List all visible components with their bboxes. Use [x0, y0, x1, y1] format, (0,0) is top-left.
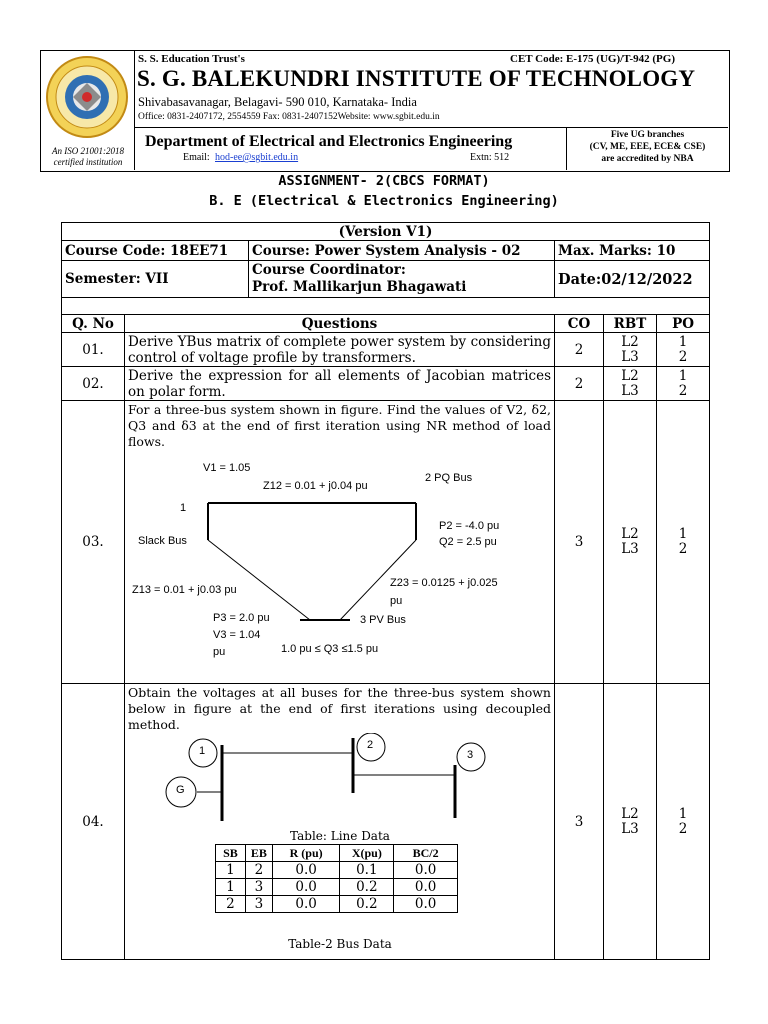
assignment-table: [61, 222, 710, 960]
rbt-value: [604, 333, 657, 367]
course-name: Course: Power System Analysis - 02: [249, 241, 555, 261]
table-row: [62, 333, 710, 367]
assignment-subtitle: B. E (Electrical & Electronics Engineering): [209, 193, 559, 209]
cell: 0.0: [394, 896, 458, 913]
course-code: Course Code: 18EE71: [62, 241, 249, 261]
po-1: 1: [678, 805, 688, 822]
spacer-row: [62, 298, 710, 315]
co-value: 2: [555, 367, 604, 401]
max-marks: Max. Marks: 10: [555, 241, 710, 261]
institute-address: Shivabasavanagar, Belagavi- 590 010, Karnataka- India: [138, 95, 417, 109]
generator-label: G: [176, 784, 185, 796]
v3-label-2: pu: [213, 646, 226, 658]
coordinator-cell: [249, 261, 555, 298]
rbt-1: L2: [621, 526, 639, 542]
cell: 0.2: [340, 879, 394, 896]
cell: 0.0: [272, 862, 340, 879]
question-cell: [125, 401, 555, 684]
iso-text-2: certified institution: [53, 157, 123, 167]
col-co: CO: [555, 315, 604, 333]
z23-label-2: pu: [390, 595, 403, 607]
line-data-table: [215, 844, 458, 913]
node-1-label: 1: [199, 745, 206, 757]
col-questions: Questions: [125, 315, 555, 333]
cell: 3: [245, 896, 272, 913]
version-cell: (Version V1): [62, 223, 710, 241]
header-vline-logo: [134, 50, 135, 170]
node-2-label: 2: [367, 739, 374, 751]
cell: 0.2: [340, 896, 394, 913]
assignment-title: ASSIGNMENT- 2(CBCS FORMAT): [278, 173, 490, 189]
po-1: 1: [678, 367, 688, 384]
cell: 0.0: [272, 896, 340, 913]
rbt-value: [604, 684, 657, 960]
co-value: 2: [555, 333, 604, 367]
col-bc: BC/2: [394, 845, 458, 862]
question-number: 02.: [62, 367, 125, 401]
cell: 0.0: [394, 862, 458, 879]
v3-label-1: V3 = 1.04: [213, 629, 261, 641]
question-number: 04.: [62, 684, 125, 960]
rbt-2: L3: [621, 348, 639, 365]
department-name: Department of Electrical and Electronics Engineering: [145, 133, 513, 150]
nba-line-2: (CV, ME, EEE, ECE& CSE): [589, 142, 706, 152]
rbt-2: L3: [621, 541, 639, 557]
po-value: [657, 333, 710, 367]
decoupled-diagram: [125, 733, 555, 959]
table-row: [62, 684, 710, 960]
rbt-value: [604, 367, 657, 401]
bus2-label: 2 PQ Bus: [425, 472, 473, 484]
three-bus-diagram: [125, 450, 555, 682]
rbt-2: L3: [621, 382, 639, 399]
cell: 2: [216, 896, 246, 913]
po-2: 2: [678, 820, 688, 837]
po-value: [657, 401, 710, 684]
rbt-1: L2: [621, 805, 639, 822]
po-2: 2: [678, 541, 688, 557]
cet-code: CET Code: E-175 (UG)/T-942 (PG): [510, 53, 675, 65]
trust-name: S. S. Education Trust's: [138, 53, 245, 65]
col-r: R (pu): [272, 845, 340, 862]
email-label: Email:: [183, 152, 210, 163]
question-text: Derive YBus matrix of complete power system by considering control of voltage profile by transformers.: [125, 333, 555, 367]
v1-label: V1 = 1.05: [203, 462, 251, 474]
co-value: 3: [555, 684, 604, 960]
po-value: [657, 684, 710, 960]
col-qno: Q. No: [62, 315, 125, 333]
q3-limit-label: 1.0 pu ≤ Q3 ≤1.5 pu: [281, 643, 379, 655]
institute-name: S. G. BALEKUNDRI INSTITUTE OF TECHNOLOGY: [137, 66, 696, 91]
bus1-label: 1: [180, 502, 187, 514]
question-cell: [125, 684, 555, 960]
col-x: X(pu): [340, 845, 394, 862]
table-row: [62, 367, 710, 401]
question-text: Derive the expression for all elements of Jacobian matrices on polar form.: [125, 367, 555, 401]
question-number: 01.: [62, 333, 125, 367]
table-row: [62, 401, 710, 684]
table-row: [216, 879, 458, 896]
cell: 0.0: [394, 879, 458, 896]
po-2: 2: [678, 382, 688, 399]
line-table-title: Table: Line Data: [290, 829, 390, 843]
z12-label: Z12 = 0.01 + j0.04 pu: [263, 480, 368, 492]
bus-table-title: Table-2 Bus Data: [288, 937, 392, 951]
coordinator-name: Prof. Mallikarjun Bhagawati: [252, 279, 467, 295]
table-row: [216, 896, 458, 913]
decoupled-lines: [125, 733, 555, 833]
q2-label: Q2 = 2.5 pu: [439, 536, 497, 548]
rbt-1: L2: [621, 333, 639, 350]
z13-label: Z13 = 0.01 + j0.03 pu: [132, 584, 237, 596]
nba-line-3: are accredited by NBA: [601, 154, 694, 164]
rbt-value: [604, 401, 657, 684]
nba-line-1: Five UG branches: [610, 130, 685, 140]
col-rbt: RBT: [604, 315, 657, 333]
question-text: For a three-bus system shown in figure. Find the values of V2, δ2, Q3 and δ3 at the end of first iteration using NR method of load flows.: [128, 402, 551, 449]
institute-contact: Office: 0831-2407172, 2554559 Fax: 0831-2407152Website: www.sgbit.edu.in: [138, 112, 440, 122]
line-table-header: [216, 845, 458, 862]
institute-logo: [45, 53, 129, 143]
semester-text: Semester: VII: [65, 271, 169, 287]
rbt-1: L2: [621, 367, 639, 384]
cell: 0.0: [272, 879, 340, 896]
po-1: 1: [678, 526, 688, 542]
p2-label: P2 = -4.0 pu: [439, 520, 500, 532]
co-value: 3: [555, 401, 604, 684]
header-hline: [134, 127, 728, 128]
slack-label: Slack Bus: [138, 535, 187, 547]
question-number: 03.: [62, 401, 125, 684]
col-eb: EB: [245, 845, 272, 862]
cell: 2: [245, 862, 272, 879]
node-3-label: 3: [467, 749, 474, 761]
col-sb: SB: [216, 845, 246, 862]
cell: 1: [216, 879, 246, 896]
cell: 3: [245, 879, 272, 896]
date: Date:02/12/2022: [555, 261, 710, 298]
question-text: Obtain the voltages at all buses for the three-bus system shown below in figure at the end of first iterations using decoupled method.: [128, 685, 551, 732]
z23-label-1: Z23 = 0.0125 + j0.025: [390, 577, 498, 589]
po-2: 2: [678, 348, 688, 365]
rbt-2: L3: [621, 820, 639, 837]
coordinator-label: Course Coordinator:: [252, 262, 406, 278]
extension: Extn: 512: [470, 152, 510, 163]
p3-label: P3 = 2.0 pu: [213, 612, 270, 624]
bus3-label: 3 PV Bus: [360, 614, 406, 626]
table-row: [216, 862, 458, 879]
cell: 0.1: [340, 862, 394, 879]
cell: 1: [216, 862, 246, 879]
email-link[interactable]: hod-ee@sgbit.edu.in: [215, 152, 299, 163]
iso-text-1: An ISO 21001:2018: [52, 146, 124, 156]
col-po: PO: [657, 315, 710, 333]
po-1: 1: [678, 333, 688, 350]
semester: [62, 261, 249, 298]
po-value: [657, 367, 710, 401]
